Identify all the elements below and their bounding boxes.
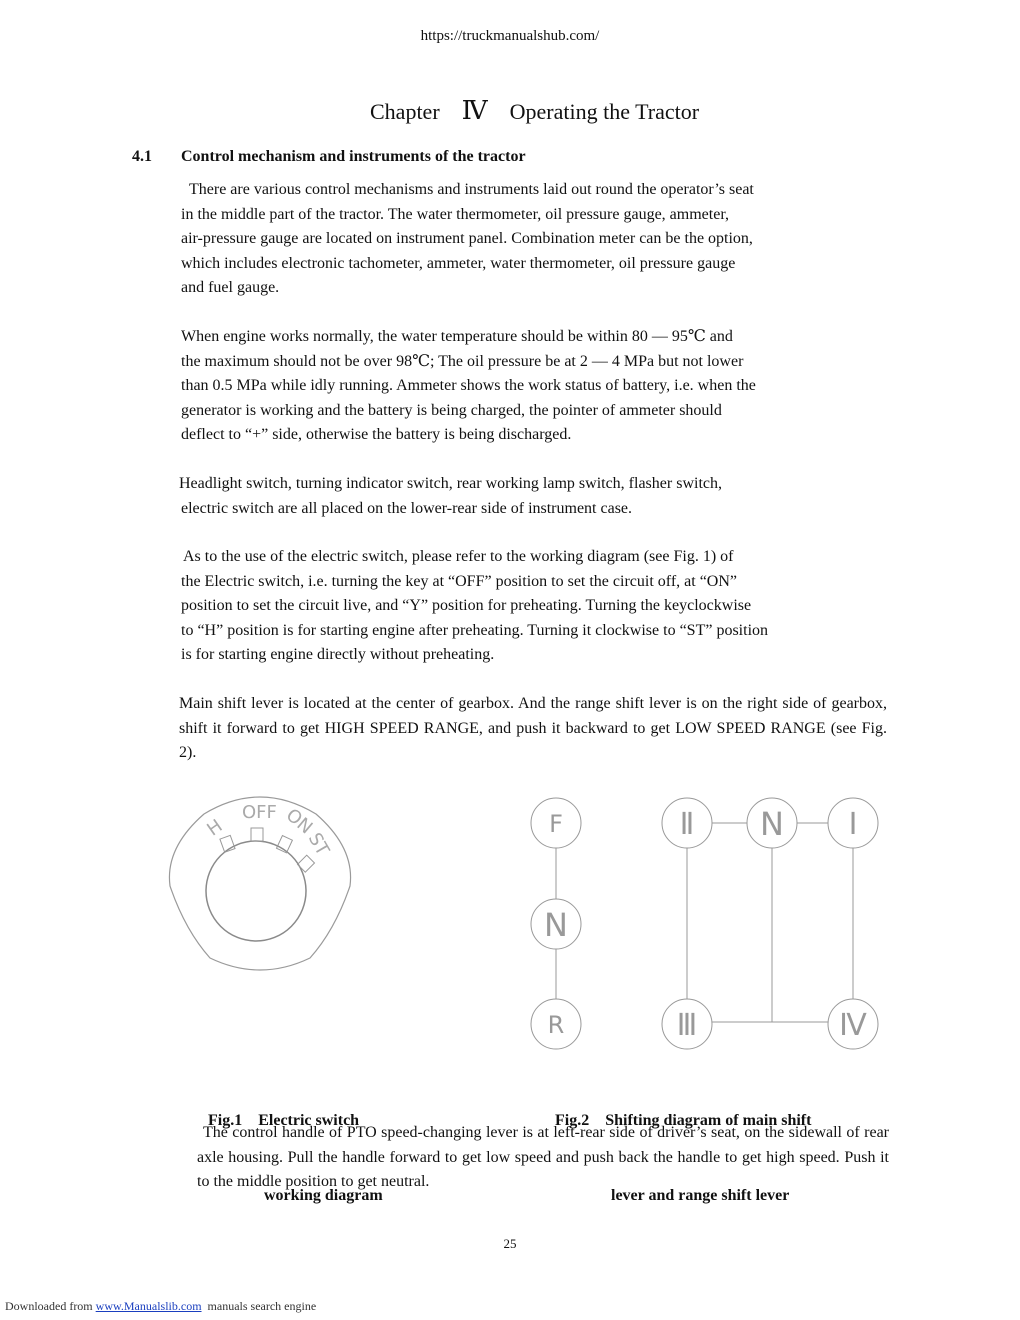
paragraph-line: position to set the circuit live, and “Y” position for preheating. Turning the keyclockwise [181,597,752,614]
paragraph-line: which includes electronic tachometer, ammeter, water thermometer, oil pressure gauge [181,254,736,272]
switch-label-off: OFF [242,802,277,823]
chapter-word: Chapter [370,99,440,124]
range-label-n: N [544,906,568,944]
gear-label-3: Ⅲ [676,1008,698,1043]
page-number: 25 [503,1236,517,1251]
switch-pos-off-mark [251,828,263,841]
paragraph-line: As to the use of the electric switch, please refer to the working diagram (see Fig. 1) of [183,548,734,565]
paragraph-switches [179,472,722,521]
paragraph-line: the Electric switch, i.e. turning the key at “OFF” position to set the circuit off, at “ON” [181,572,737,590]
paragraph-line: to “H” position is for starting engine after preheating. Turning it clockwise to “ST” position [181,621,769,639]
chapter-numeral: Ⅳ [461,96,488,125]
paragraph-line: in the middle part of the tractor. The water thermometer, oil pressure gauge, ammeter, [181,205,729,223]
footer [5,1299,316,1314]
fig2-caption-line2: lever and range shift lever [611,1187,790,1204]
paragraph-instruments [181,178,754,301]
paragraph-line: than 0.5 MPa while idly running. Ammeter shows the work status of battery, i.e. when the [181,377,756,394]
paragraph-shift-lever: Main shift lever is located at the center of gearbox. And the range shift lever is on the right side of gearbox, shift it forward to get HIGH SPEED RANGE, and push it backward to get LOW SPEED RANGE (see Fig. 2). [179,695,887,761]
switch-pos-st-mark [298,855,315,872]
fig1-caption-line1: Fig.1 Electric switch [208,1112,360,1129]
fig1-caption-line2: working diagram [264,1187,383,1204]
paragraph-line: electric switch are all placed on the lower-rear side of instrument case. [181,499,633,517]
range-label-f: F [549,810,563,838]
paragraph-line: the maximum should not be over 98℃; The oil pressure be at 2 — 4 MPa but not lower [181,352,744,370]
chapter-title: Operating the Tractor [509,99,700,124]
paragraph-electric-switch [181,545,768,668]
section-title: Control mechanism and instruments of the tractor [181,148,526,165]
paragraph-line: generator is working and the battery is being charged, the pointer of ammeter should [181,401,722,419]
header-url: https://truckmanualshub.com/ [420,28,600,44]
switch-key-hole [206,841,306,941]
section-number: 4.1 [132,148,152,165]
gear-label-1: Ⅰ [848,807,858,842]
switch-label-st: ST [303,829,334,860]
paragraph-line: is for starting engine directly without preheating. [181,646,495,663]
paragraph-engine-normal [181,325,756,448]
switch-label-h: H [203,815,227,841]
paragraph-line: and fuel gauge. [181,279,280,296]
paragraph-line: air-pressure gauge are located on instrument panel. Combination meter can be the option, [181,230,753,247]
footer-suffix: manuals search engine [201,1299,317,1313]
fig1-electric-switch-diagram [150,790,370,980]
gear-label-4: Ⅳ [839,1008,867,1043]
chapter-heading [370,96,699,126]
gear-label-n: N [760,805,784,843]
paragraph-line: There are various control mechanisms and instruments laid out round the operator’s seat [189,181,754,198]
footer-manualslib-link[interactable]: www.Manualslib.com [95,1299,202,1313]
paragraph-line: Headlight switch, turning indicator switch, rear working lamp switch, flasher switch, [179,475,722,492]
fig2-shifting-diagram [520,790,890,1055]
paragraph-pto-lever: The control handle of PTO speed-changing lever is at left-rear side of driver’s seat, on the sidewall of rear axle housing. Pull the handle forward to get low speed and push back the handle to get high speed. Push it to the middle position to get neutral. [197,1124,889,1190]
footer-prefix: Downloaded from [5,1299,96,1313]
paragraph-line: deflect to “+” side, otherwise the battery is being discharged. [181,426,572,443]
gear-label-2: Ⅱ [679,807,695,842]
switch-label-on: ON [281,804,317,839]
range-label-r: R [547,1011,565,1039]
paragraph-line: When engine works normally, the water temperature should be within 80 — 95℃ and [181,328,733,345]
fig2-caption-line1: Fig.2 Shifting diagram of main shift [555,1112,812,1129]
